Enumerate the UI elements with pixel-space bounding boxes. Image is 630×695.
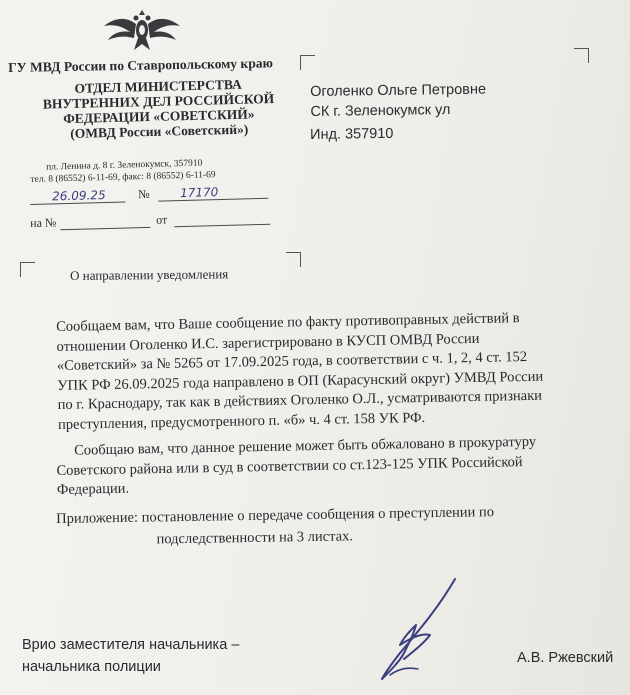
body-line: Сообщаю вам, что данное решение может быть обжаловано в прокуратуру	[74, 433, 537, 459]
address-line: пл. Ленина д. 8 г. Зеленокумск, 357910	[46, 158, 203, 173]
department-line: ОТДЕЛ МИНИСТЕРСТВА	[74, 76, 242, 96]
ref-prefix: на №	[30, 215, 57, 230]
corner-mark	[574, 48, 589, 63]
ref-from: от	[155, 212, 168, 227]
attachment-note	[56, 501, 495, 552]
recipient-index: Инд. 357910	[310, 125, 394, 143]
department-line: ФЕДЕРАЦИИ «СОВЕТСКИЙ»	[63, 106, 255, 127]
department-line: (ОМВД России «Советский»)	[70, 121, 249, 141]
corner-mark	[300, 55, 315, 70]
body-line: Советского района или в суд в соответствии со ст.123-125 УПК Российской	[56, 453, 523, 479]
body-line: преступления, предусмотренного п. «б» ч. 4 ст. 158 УК РФ.	[57, 409, 426, 433]
eagle-emblem-icon	[100, 6, 184, 54]
handwritten-date: 26.09.25	[51, 188, 106, 204]
letter-body-paragraph-2	[56, 432, 597, 501]
attachment-line: подследственности на 3 листах.	[156, 528, 354, 548]
recipient-name: Оголенко Ольге Петровне	[310, 81, 487, 100]
body-line: «Советский» за № 5265 от 17.09.2025 года, в соответствии с ч. 1, 2, 4 ст. 152	[56, 348, 528, 374]
agency-title: ГУ МВД России по Ставропольскому краю	[8, 55, 273, 75]
corner-mark	[20, 262, 35, 277]
signer-name: А.В. Ржевский	[517, 650, 614, 666]
outgoing-date-number	[30, 184, 270, 208]
recipient-address: СК г. Зеленокумск ул	[310, 102, 451, 120]
letter-body-paragraph-1	[56, 308, 578, 435]
body-line: УПК РФ 26.09.2025 года направлено в ОП (Карасунский округ) УМВД России	[57, 368, 544, 394]
recipient-block	[310, 80, 486, 122]
signer-title-line: начальника полиции	[22, 659, 161, 675]
department-address	[30, 157, 216, 186]
handwritten-signature-icon	[360, 575, 470, 685]
signer-title	[22, 634, 239, 678]
signer-title-line: Врио заместителя начальника –	[22, 637, 240, 653]
attachment-line: Приложение: постановление о передаче сообщения о преступлении по	[56, 504, 495, 527]
body-line: Сообщаем вам, что Ваше сообщение по факту противоправных действий в	[56, 310, 520, 335]
body-line: отношении Оголенко И.С. зарегистрировано в КУСП ОМВД России	[56, 330, 480, 355]
body-line: по г. Краснодару, так как в действиях Оголенко О.Л., усматриваются признаки	[57, 387, 543, 413]
reference-line	[30, 210, 270, 234]
handwritten-number: 17170	[179, 185, 219, 201]
phone-line: тел. 8 (86552) 6-11-69, факс: 8 (86552) 6-11-69	[30, 170, 216, 185]
letter-subject: О направлении уведомления	[70, 266, 229, 283]
department-name	[28, 76, 289, 142]
body-line: Федерации.	[56, 480, 130, 498]
number-sign: №	[137, 186, 150, 202]
department-line: ВНУТРЕННИХ ДЕЛ РОССИЙСКОЙ	[42, 90, 275, 112]
corner-mark	[286, 252, 301, 267]
